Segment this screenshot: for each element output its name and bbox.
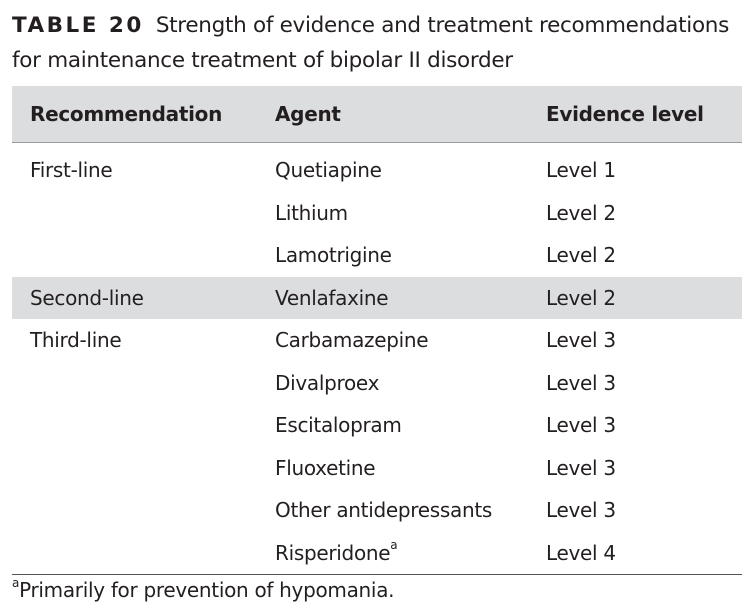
cell-recommendation <box>12 447 275 490</box>
table-row <box>12 143 742 192</box>
cell-recommendation <box>12 234 275 277</box>
cell-evidence-level: Level 3 <box>546 328 616 353</box>
cell-evidence-level: Level 2 <box>546 243 616 268</box>
cell-evidence-level: Level 3 <box>546 413 616 438</box>
cell-agent: Quetiapine <box>275 158 382 183</box>
agent-name: Risperidone <box>275 540 391 565</box>
cell-evidence-level: Level 1 <box>546 158 616 183</box>
table-row <box>12 319 742 362</box>
cell-evidence-level: Level 3 <box>546 370 616 395</box>
table-row <box>12 277 742 320</box>
header-evidence-level: Evidence level <box>546 102 704 126</box>
table-row <box>12 489 742 532</box>
cell-recommendation <box>12 362 275 405</box>
footnote-marker: a <box>12 576 20 590</box>
cell-evidence-level: Level 2 <box>546 200 616 225</box>
cell-recommendation <box>12 489 275 532</box>
cell-agent: Carbamazepine <box>275 328 429 353</box>
table-caption <box>12 8 752 78</box>
table-row <box>12 362 742 405</box>
cell-recommendation <box>12 192 275 235</box>
cell-evidence-level: Level 3 <box>546 498 616 523</box>
cell-recommendation <box>12 532 275 575</box>
header-agent: Agent <box>275 102 341 126</box>
cell-agent <box>275 532 546 575</box>
table-row <box>12 447 742 490</box>
cell-agent: Lithium <box>275 200 348 225</box>
table-header-row <box>12 86 742 143</box>
cell-agent: Divalproex <box>275 370 380 395</box>
table-number-label: TABLE 20 <box>12 13 144 38</box>
cell-agent: Fluoxetine <box>275 455 376 480</box>
cell-evidence-level: Level 4 <box>546 532 742 575</box>
table-title-line-2: for maintenance treatment of bipolar II disorder <box>12 48 513 73</box>
cell-evidence-level: Level 2 <box>546 285 616 310</box>
cell-agent: Other antidepressants <box>275 498 492 523</box>
evidence-table <box>12 86 742 575</box>
cell-recommendation: Second-line <box>30 285 144 310</box>
table-title-line-1: Strength of evidence and treatment recommendations <box>155 13 730 38</box>
cell-evidence-level: Level 3 <box>546 455 616 480</box>
header-recommendation: Recommendation <box>30 102 223 126</box>
cell-agent: Escitalopram <box>275 413 402 438</box>
table-row <box>12 404 742 447</box>
table-row <box>12 192 742 235</box>
footnote-text: Primarily for prevention of hypomania. <box>19 578 395 602</box>
cell-agent: Venlafaxine <box>275 285 389 310</box>
cell-recommendation <box>12 404 275 447</box>
table-footnote <box>12 578 394 602</box>
table-row <box>12 234 742 277</box>
cell-recommendation: First-line <box>30 158 113 183</box>
cell-agent: Lamotrigine <box>275 243 392 268</box>
table-row <box>12 532 742 575</box>
cell-recommendation: Third-line <box>30 328 122 353</box>
footnote-marker: a <box>390 537 398 552</box>
